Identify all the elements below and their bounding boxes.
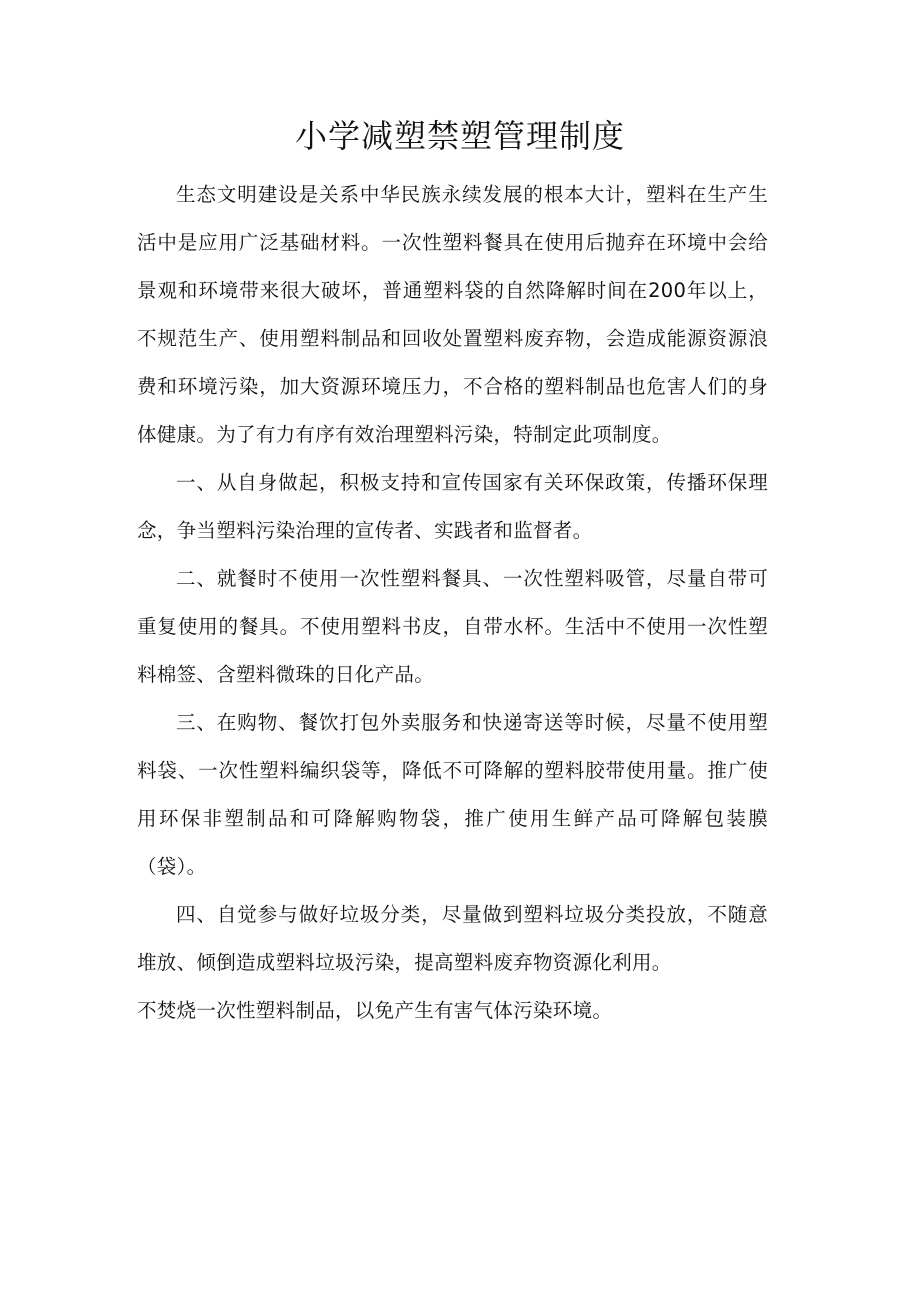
paragraph-item-2: 二、就餐时不使用一次性塑料餐具、一次性塑料吸管，尽量自带可重复使用的餐具。不使用塑料书皮，自带水杯。生活中不使用一次性塑料棉签、含塑料微珠的日化产品。 xyxy=(137,567,768,686)
paragraph-item-1: 一、从自身做起，积极支持和宣传国家有关环保政策，传播环保理念，争当塑料污染治理的宣传者、实践者和监督者。 xyxy=(137,471,768,542)
paragraph-item-4: 四、自觉参与做好垃圾分类，尽量做到塑料垃圾分类投放，不随意堆放、倾倒造成塑料垃圾污染，提高塑料废弃物资源化利用。 xyxy=(137,903,768,974)
paragraph-item-3: 三、在购物、餐饮打包外卖服务和快递寄送等时候，尽量不使用塑料袋、一次性塑料编织袋等，降低不可降解的塑料胶带使用量。推广使用环保非塑制品和可降解购物袋，推广使用生鲜产品可降解包装膜（袋）。 xyxy=(137,711,768,878)
paragraph-final: 不焚烧一次性塑料制品，以免产生有害气体污染环境。 xyxy=(137,999,613,1022)
document-body xyxy=(137,171,768,1035)
document-title: 小学减塑禁塑管理制度 xyxy=(294,117,625,155)
paragraph-intro: 生态文明建设是关系中华民族永续发展的根本大计，塑料在生产生活中是应用广泛基础材料。一次性塑料餐具在使用后抛弃在环境中会给景观和环境带来很大破坏，普通塑料袋的自然降解时间在200年以上，不规范生产、使用塑料制品和回收处置塑料废弃物，会造成能源资源浪费和环境污染，加大资源环境压力，不合格的塑料制品也危害人们的身体健康。为了有力有序有效治理塑料污染，特制定此项制度。 xyxy=(137,183,768,446)
